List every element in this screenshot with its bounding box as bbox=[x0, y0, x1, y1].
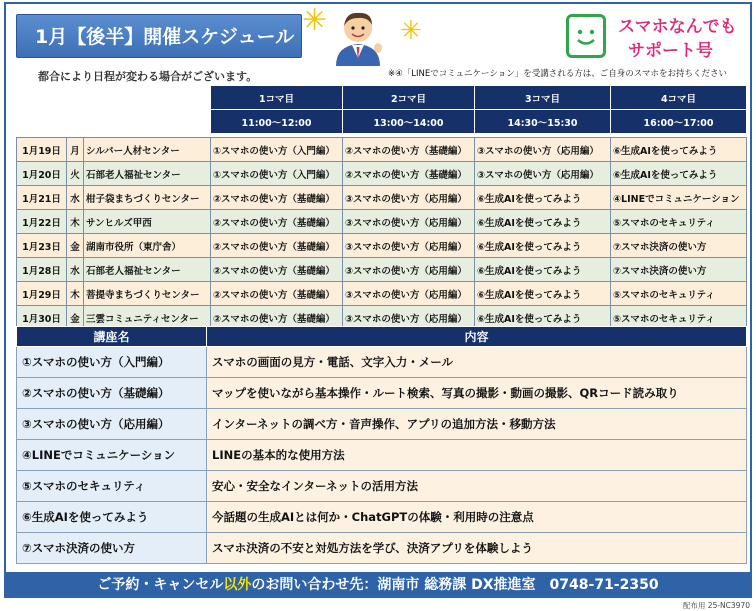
schedule-slot-1: ②スマホの使い方（基礎編） bbox=[211, 210, 343, 234]
course-name: ⑤スマホのセキュリティ bbox=[17, 471, 207, 502]
slot-header-1: 1コマ目 bbox=[211, 86, 343, 110]
schedule-slot-1: ②スマホの使い方（基礎編） bbox=[211, 282, 343, 306]
schedule-venue: 菩提寺まちづくりセンター bbox=[84, 282, 211, 306]
schedule-weekday: 木 bbox=[67, 210, 84, 234]
schedule-slot-1: ②スマホの使い方（基礎編） bbox=[211, 258, 343, 282]
schedule-slot-2: ③スマホの使い方（応用編） bbox=[343, 306, 475, 330]
schedule-slot-3: ⑥生成AIを使ってみよう bbox=[475, 186, 611, 210]
schedule-date: 1月22日 bbox=[17, 210, 67, 234]
schedule-slot-4: ⑤スマホのセキュリティ bbox=[611, 282, 747, 306]
course-content: 今話題の生成AIとは何か・ChatGPTの体験・利用時の注意点 bbox=[207, 502, 747, 533]
schedule-date: 1月21日 bbox=[17, 186, 67, 210]
course-content: インターネットの調べ方・音声操作、アプリの追加方法・移動方法 bbox=[207, 409, 747, 440]
schedule-date: 1月30日 bbox=[17, 306, 67, 330]
slot-header-4: 4コマ目 bbox=[611, 86, 747, 110]
course-content: スマホの画面の見方・電話、文字入力・メール bbox=[207, 347, 747, 378]
schedule-slot-2: ②スマホの使い方（基礎編） bbox=[343, 138, 475, 162]
schedule-slot-3: ③スマホの使い方（応用編） bbox=[475, 162, 611, 186]
slot-time-4: 16:00～17:00 bbox=[611, 110, 747, 134]
smartphone-smile-icon bbox=[566, 14, 606, 58]
schedule-date: 1月19日 bbox=[17, 138, 67, 162]
course-name-header: 講座名 bbox=[17, 327, 207, 347]
course-name: ④LINEでコミュニケーション bbox=[17, 440, 207, 471]
contact-footer bbox=[4, 572, 752, 598]
schedule-weekday: 金 bbox=[67, 306, 84, 330]
schedule-weekday: 火 bbox=[67, 162, 84, 186]
slot-header-2: 2コマ目 bbox=[343, 86, 475, 110]
schedule-venue: サンヒルズ甲西 bbox=[84, 210, 211, 234]
schedule-slot-2: ③スマホの使い方（応用編） bbox=[343, 282, 475, 306]
schedule-weekday: 月 bbox=[67, 138, 84, 162]
footer-text-after: のお問い合わせ先：湖南市 総務課 DX推進室 0748-71-2350 bbox=[251, 577, 659, 593]
course-content: スマホ決済の不安と対処方法を学び、決済アプリを体験しよう bbox=[207, 533, 747, 564]
smartphone-support-logo bbox=[566, 12, 737, 62]
schedule-row bbox=[17, 282, 747, 306]
course-name: ①スマホの使い方（入門編） bbox=[17, 347, 207, 378]
schedule-slot-4: ⑤スマホのセキュリティ bbox=[611, 306, 747, 330]
course-row bbox=[17, 378, 747, 409]
course-content: マップを使いながら基本操作・ルート検索、写真の撮影・動画の撮影、QRコード読み取り bbox=[207, 378, 747, 409]
page-title: 1月【後半】開催スケジュール bbox=[16, 14, 302, 58]
schedule-slot-2: ③スマホの使い方（応用編） bbox=[343, 210, 475, 234]
schedule-slot-4: ④LINEでコミュニケーション bbox=[611, 186, 747, 210]
schedule-venue: 三雲コミュニティセンター bbox=[84, 306, 211, 330]
schedule-slot-1: ②スマホの使い方（基礎編） bbox=[211, 306, 343, 330]
schedule-slot-4: ⑦スマホ決済の使い方 bbox=[611, 258, 747, 282]
schedule-table bbox=[16, 85, 747, 330]
schedule-venue: シルバー人材センター bbox=[84, 138, 211, 162]
schedule-row bbox=[17, 138, 747, 162]
course-row bbox=[17, 471, 747, 502]
logo-text-line2: サポート号 bbox=[628, 41, 713, 61]
schedule-slot-3: ⑥生成AIを使ってみよう bbox=[475, 234, 611, 258]
schedule-date: 1月29日 bbox=[17, 282, 67, 306]
schedule-date: 1月23日 bbox=[17, 234, 67, 258]
schedule-slot-2: ③スマホの使い方（応用編） bbox=[343, 234, 475, 258]
schedule-weekday: 水 bbox=[67, 258, 84, 282]
schedule-venue: 石部老人福祉センター bbox=[84, 162, 211, 186]
schedule-slot-4: ⑤スマホのセキュリティ bbox=[611, 210, 747, 234]
schedule-venue: 石部老人福祉センター bbox=[84, 258, 211, 282]
distribution-code: 配布用 25-NC3970 bbox=[682, 601, 750, 610]
schedule-slot-3: ⑥生成AIを使ってみよう bbox=[475, 306, 611, 330]
schedule-slot-4: ⑥生成AIを使ってみよう bbox=[611, 138, 747, 162]
schedule-slot-1: ②スマホの使い方（基礎編） bbox=[211, 186, 343, 210]
footer-highlight: 以外 bbox=[223, 577, 252, 593]
schedule-row bbox=[17, 258, 747, 282]
course-name: ⑥生成AIを使ってみよう bbox=[17, 502, 207, 533]
course-row bbox=[17, 409, 747, 440]
schedule-change-note: 都合により日程が変わる場合がございます。 bbox=[38, 70, 258, 83]
presenter-illustration bbox=[330, 8, 386, 66]
schedule-slot-4: ⑦スマホ決済の使い方 bbox=[611, 234, 747, 258]
schedule-venue: 柑子袋まちづくりセンター bbox=[84, 186, 211, 210]
slot-time-3: 14:30～15:30 bbox=[475, 110, 611, 134]
course-name: ③スマホの使い方（応用編） bbox=[17, 409, 207, 440]
schedule-slot-3: ⑥生成AIを使ってみよう bbox=[475, 282, 611, 306]
course-row bbox=[17, 533, 747, 564]
schedule-row bbox=[17, 186, 747, 210]
schedule-slot-1: ①スマホの使い方（入門編） bbox=[211, 162, 343, 186]
course-content-header: 内容 bbox=[207, 327, 747, 347]
schedule-slot-3: ③スマホの使い方（応用編） bbox=[475, 138, 611, 162]
footer-text-before: ご予約・キャンセル bbox=[97, 577, 224, 593]
schedule-row bbox=[17, 162, 747, 186]
logo-text-line1: スマホなんでも bbox=[618, 17, 737, 37]
schedule-slot-2: ②スマホの使い方（基礎編） bbox=[343, 162, 475, 186]
sparkle-icon: ✳ bbox=[302, 3, 328, 38]
course-name: ②スマホの使い方（基礎編） bbox=[17, 378, 207, 409]
schedule-slot-1: ①スマホの使い方（入門編） bbox=[211, 138, 343, 162]
schedule-weekday: 金 bbox=[67, 234, 84, 258]
schedule-date: 1月28日 bbox=[17, 258, 67, 282]
slot-time-1: 11:00～12:00 bbox=[211, 110, 343, 134]
schedule-venue: 湖南市役所（東庁舎） bbox=[84, 234, 211, 258]
schedule-date: 1月20日 bbox=[17, 162, 67, 186]
schedule-slot-4: ⑥生成AIを使ってみよう bbox=[611, 162, 747, 186]
course-table bbox=[16, 326, 747, 564]
course-row bbox=[17, 502, 747, 533]
slot-time-2: 13:00～14:00 bbox=[343, 110, 475, 134]
line-course-note: ※④「LINEでコミュニケーション」を受講される方は、ご自身のスマホをお持ちください bbox=[388, 69, 728, 79]
schedule-slot-2: ③スマホの使い方（応用編） bbox=[343, 258, 475, 282]
course-row bbox=[17, 347, 747, 378]
schedule-weekday: 水 bbox=[67, 186, 84, 210]
course-content: 安心・安全なインターネットの活用方法 bbox=[207, 471, 747, 502]
slot-header-3: 3コマ目 bbox=[475, 86, 611, 110]
schedule-slot-1: ②スマホの使い方（基礎編） bbox=[211, 234, 343, 258]
course-row bbox=[17, 440, 747, 471]
course-content: LINEの基本的な使用方法 bbox=[207, 440, 747, 471]
course-name: ⑦スマホ決済の使い方 bbox=[17, 533, 207, 564]
sparkle-icon: ✳ bbox=[400, 16, 422, 46]
schedule-row bbox=[17, 210, 747, 234]
schedule-row bbox=[17, 234, 747, 258]
schedule-weekday: 木 bbox=[67, 282, 84, 306]
schedule-slot-3: ⑥生成AIを使ってみよう bbox=[475, 258, 611, 282]
schedule-slot-2: ③スマホの使い方（応用編） bbox=[343, 186, 475, 210]
schedule-slot-3: ⑥生成AIを使ってみよう bbox=[475, 210, 611, 234]
